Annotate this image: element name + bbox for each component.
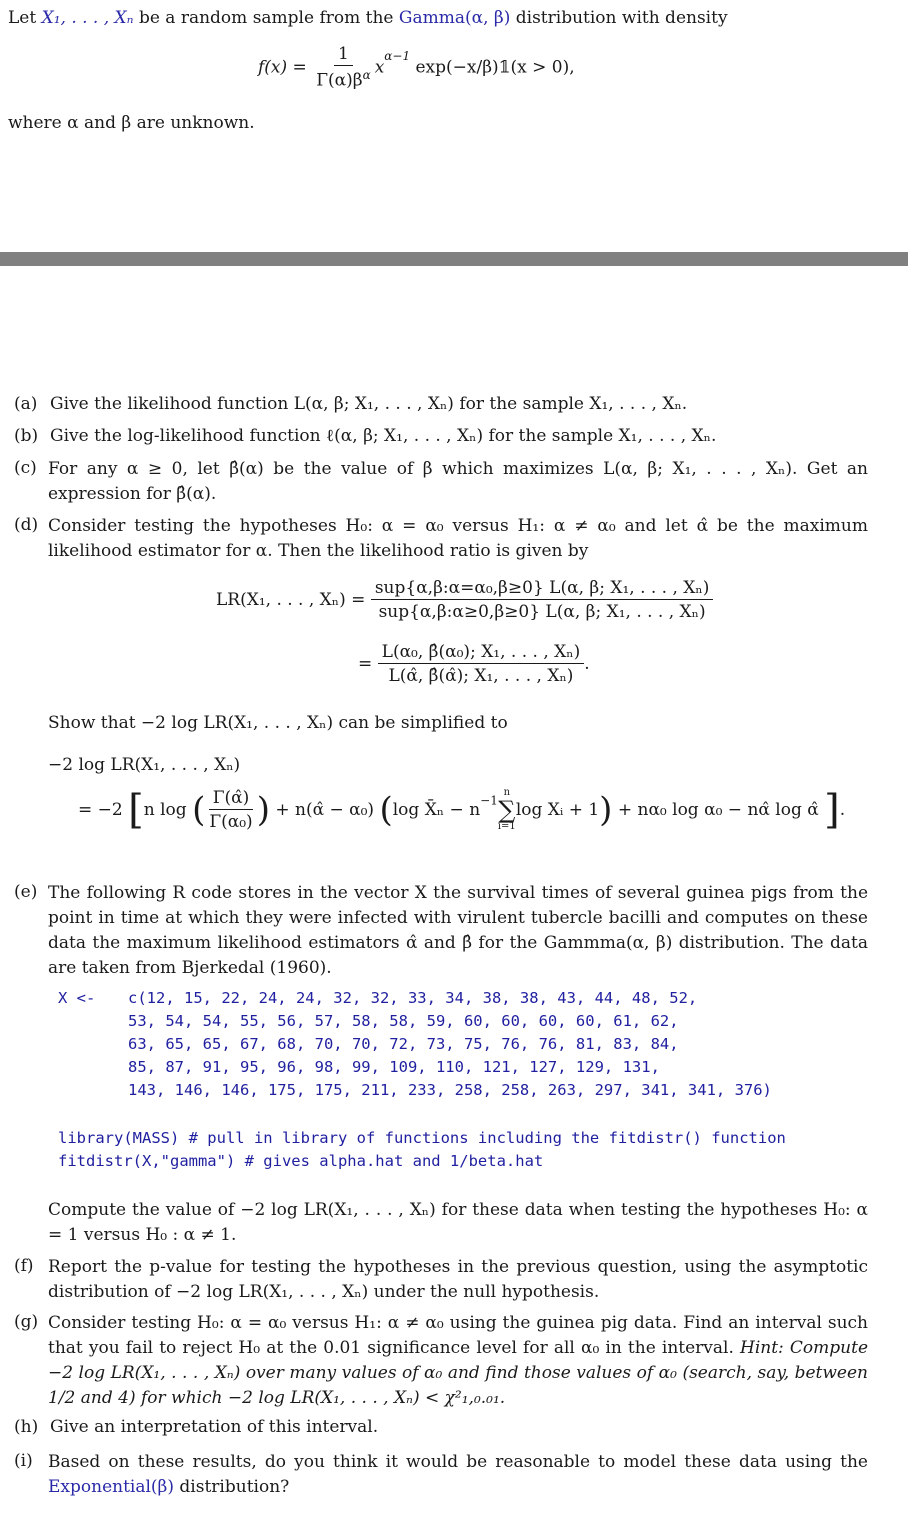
part-d-text: Consider testing the hypotheses H₀: α = α₀ versus H₁: α ≠ α₀ and let α̂ be the maximum likelihood estimator for α. Then the likelihood ratio is given by: [48, 516, 868, 561]
lr-period: .: [584, 654, 590, 674]
part-a: [14, 394, 687, 414]
density-den-text: Γ(α)β: [316, 70, 363, 91]
lr-equals: =: [358, 654, 373, 674]
part-b-label: (b): [14, 426, 39, 446]
lr-denominator-sup: sup{α,β:α≥0,β≥0} L(α, β; X₁, . . . , Xₙ): [378, 602, 706, 622]
part-f-text: Report the p-value for testing the hypotheses in the previous question, using the asymptotic distribution of −2 log LR(X₁, . . . , Xₙ) under the null hypothesis.: [48, 1257, 868, 1302]
section-divider: [0, 252, 908, 266]
expr-term-4: + nα₀ log α₀ − nα̂ log α̂: [617, 800, 819, 820]
part-g-hint: Hint: Compute −2 log LR(X₁, . . . , Xₙ) over many values of α₀ and find those values of α₀ (search, say, between 1/2 and 4) for which −2 log LR(X₁, . . . , Xₙ) < χ²₁,₀.₀₁.: [48, 1338, 869, 1408]
density-rest: exp(−x/β)𝟙(x > 0),: [410, 57, 575, 78]
part-f-label: (f): [14, 1256, 34, 1276]
part-i-text: [48, 1450, 868, 1500]
lr-definition-row-2: [358, 642, 590, 686]
part-c-label: (c): [14, 458, 37, 478]
part-i-pre: Based on these results, do you think it would be reasonable to model these data using the: [48, 1452, 868, 1472]
part-b-text: Give the log-likelihood function ℓ(α, β; X₁, . . . , Xₙ) for the sample X₁, . . . , Xₙ.: [50, 426, 717, 446]
density-formula: [258, 44, 575, 91]
part-g-main: Consider testing H₀: α = α₀ versus H₁: α ≠ α₀ using the guinea pig data. Find an interval such that you fail to reject H₀ at the 0.01 significance level for all α₀ in the interval.: [48, 1313, 868, 1358]
part-c-text: For any α ≥ 0, let β̂(α) be the value of β which maximizes L(α, β; X₁, . . . , Xₙ). Get an expression for β̂(α).: [48, 459, 868, 504]
part-e-label: (e): [14, 882, 38, 902]
expr-term-3b: log Xᵢ + 1: [515, 800, 600, 820]
part-b: [14, 426, 716, 446]
part-d-label: (d): [14, 515, 39, 535]
intro-text: be a random sample from the: [133, 8, 399, 28]
part-e-text: The following R code stores in the vector X the survival times of several guinea pigs from the point in time at which they were infected with virulent tubercle bacilli and computes on these data the maximum likelihood estimators α̂ and β̂ for the Gammma(α, β) distribution. The data are taken from Bjerkedal (1960).: [48, 883, 868, 978]
expr-period: .: [839, 800, 846, 820]
lr-numerator: L(α₀, β̂(α₀); X₁, . . . , Xₙ): [378, 642, 585, 664]
gamma-distribution-link[interactable]: Gamma(α, β): [398, 8, 511, 28]
part-g-label: (g): [14, 1312, 39, 1332]
code-assign: X <-: [58, 989, 96, 1007]
right-paren-2: ): [599, 790, 613, 830]
expr-minus-two: = −2: [78, 800, 123, 820]
intro-text: distribution with density: [510, 8, 728, 28]
sample-notation: X₁, . . . , Xₙ: [41, 8, 134, 28]
intro-line-1: [8, 8, 728, 28]
code-line-5: 143, 146, 146, 175, 175, 211, 233, 258, 258, 263, 297, 341, 341, 376): [128, 1081, 772, 1099]
gamma-ratio: [205, 788, 256, 832]
density-den-exponent: α: [362, 68, 371, 82]
code-line-4: 85, 87, 91, 95, 96, 98, 99, 109, 110, 121, 127, 129, 131,: [128, 1058, 660, 1076]
part-h-label: (h): [14, 1417, 39, 1437]
left-paren-2: (: [379, 790, 393, 830]
lr-lhs: LR(X₁, . . . , Xₙ) =: [216, 590, 366, 610]
lr-fraction-1: [371, 578, 714, 622]
summation: [498, 788, 516, 832]
code-fitdistr-line: fitdistr(X,"gamma") # gives alpha.hat and 1/beta.hat: [58, 1152, 544, 1170]
lr-definition-row-1: [216, 578, 713, 622]
expr-term-2: + n(α̂ − α₀): [275, 800, 375, 820]
part-a-text: Give the likelihood function L(α, β; X₁, . . . , Xₙ) for the sample X₁, . . . , Xₙ.: [50, 394, 688, 414]
density-lhs: f(x) =: [258, 57, 307, 78]
density-fraction: [312, 44, 374, 91]
left-bracket: [: [128, 787, 144, 833]
code-library-line: library(MASS) # pull in library of functions including the fitdistr() function: [58, 1129, 786, 1147]
right-paren: ): [256, 790, 270, 830]
left-paren: (: [192, 790, 206, 830]
sigma-symbol: ∑: [498, 796, 516, 824]
sum-lower: i=1: [497, 821, 516, 832]
part-a-label: (a): [14, 394, 38, 414]
lr-fraction-2: [378, 642, 585, 686]
density-numerator: 1: [334, 44, 353, 66]
part-g-text: [48, 1311, 868, 1411]
exponential-distribution-link[interactable]: Exponential(β): [48, 1477, 175, 1497]
expr-nlog: n log: [143, 800, 187, 820]
lr-denominator: L(α̂, β̂(α̂); X₁, . . . , Xₙ): [388, 666, 574, 686]
expr-term-3a: log X̄ₙ − n: [392, 800, 481, 820]
part-i-post: distribution?: [174, 1477, 290, 1497]
part-i-label: (i): [14, 1451, 33, 1471]
gamma-numerator: Γ(α̂): [209, 788, 254, 810]
lr-numerator-sup: sup{α,β:α=α₀,β≥0} L(α, β; X₁, . . . , Xₙ): [371, 578, 714, 600]
part-d-show: Show that −2 log LR(X₁, . . . , Xₙ) can be simplified to: [48, 713, 508, 733]
code-line-3: 63, 65, 65, 67, 68, 70, 70, 72, 73, 75, 76, 76, 81, 83, 84,: [128, 1035, 679, 1053]
code-line-2: 53, 54, 54, 55, 56, 57, 58, 58, 59, 60, 60, 60, 60, 61, 62,: [128, 1012, 679, 1030]
part-e-question: Compute the value of −2 log LR(X₁, . . . , Xₙ) for these data when testing the hypotheses H₀: α = 1 versus H₀ : α ≠ 1.: [48, 1200, 868, 1245]
right-bracket: ]: [824, 787, 840, 833]
m2log-lr-expression: [78, 788, 845, 832]
part-h-text: Give an interpretation of this interval.: [50, 1417, 379, 1437]
intro-text: Let: [8, 8, 42, 28]
part-h: [14, 1417, 378, 1437]
code-line-1: c(12, 15, 22, 24, 24, 32, 32, 33, 34, 38, 38, 43, 44, 48, 52,: [128, 989, 698, 1007]
density-denominator: [312, 66, 374, 91]
intro-line-2: where α and β are unknown.: [8, 113, 255, 133]
gamma-denominator: Γ(α₀): [209, 812, 253, 832]
sum-upper: n: [503, 787, 511, 798]
density-exponent: α−1: [384, 48, 411, 63]
density-x: x: [374, 57, 385, 78]
expr-term-3a-exponent: −1: [480, 793, 498, 808]
m2log-lr-lhs: −2 log LR(X₁, . . . , Xₙ): [48, 755, 241, 775]
